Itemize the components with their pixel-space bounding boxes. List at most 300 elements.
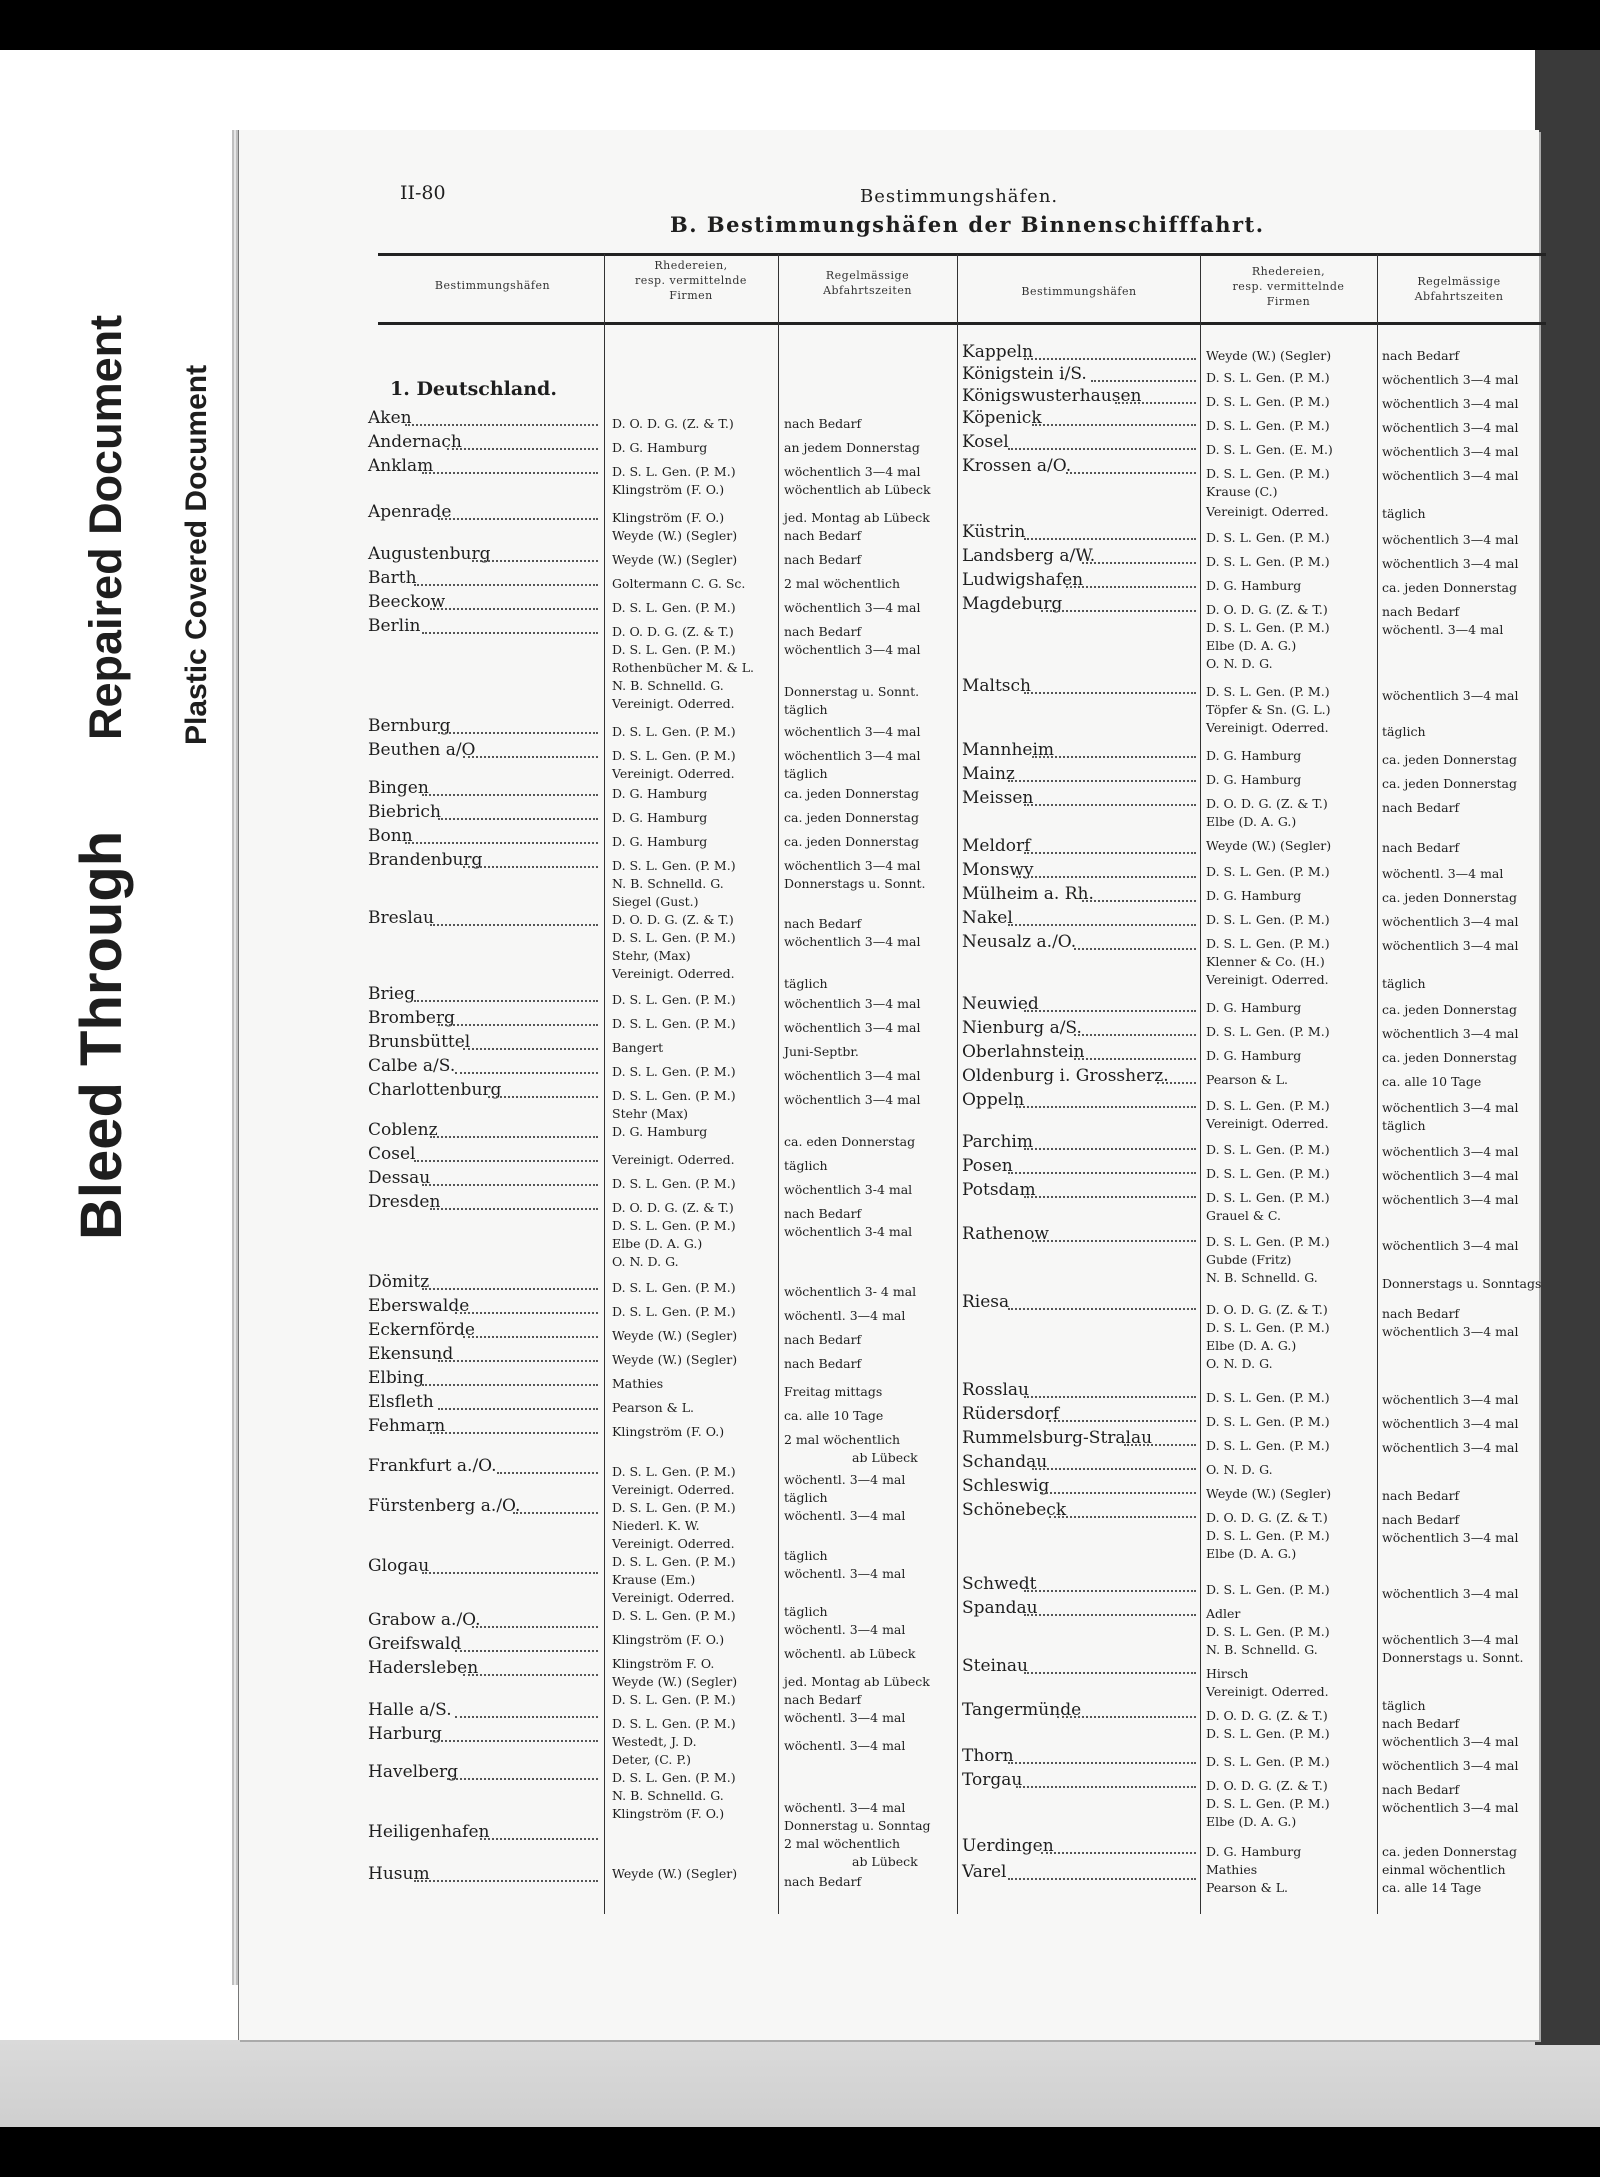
departure-times: nach Bedarf [784,552,862,567]
firm-name: D. S. L. Gen. (P. M.) [1206,1754,1330,1769]
firm-name: Elbe (D. A. G.) [612,1236,703,1251]
place-name: Schönebeck [962,1500,1067,1520]
place-name: Mainz [962,764,1015,784]
departure-times: wöchentl. 3—4 mal [784,1710,906,1725]
firm-name: Weyde (W.) (Segler) [612,552,738,567]
firm-name: Klingström (F. O.) [612,1806,725,1821]
firm-name: N. B. Schnelld. G. [1206,1642,1318,1657]
departure-times: wöchentlich 3—4 mal [1382,1392,1519,1407]
leader-dots [438,808,598,820]
firm-name: D. S. L. Gen. (P. M.) [1206,466,1330,481]
leader-dots [488,1086,598,1098]
departure-times: nach Bedarf [784,1874,862,1889]
leader-dots [438,1350,598,1362]
departure-times: wöchentlich 3—4 mal [784,464,921,479]
leader-dots [1008,1298,1196,1310]
label-bleed-through: Bleed Through [69,830,134,1240]
leader-dots [405,414,598,426]
departure-times: wöchentlich 3—4 mal [1382,1632,1519,1647]
firm-name: Gubde (Fritz) [1206,1252,1292,1267]
firm-name: Elbe (D. A. G.) [1206,638,1297,653]
col-header-text: Bestimmungshäfen [434,279,551,292]
firm-name: D. S. L. Gen. (P. M.) [1206,394,1330,409]
firm-name: N. B. Schnelld. G. [612,876,724,891]
departure-times: wöchentlich 3—4 mal [1382,372,1519,387]
place-name: Kappeln [962,342,1034,362]
col-header-line: Rhedereien, [654,259,728,272]
departure-times: nach Bedarf [784,916,862,931]
firm-name: Weyde (W.) (Segler) [1206,838,1332,853]
departure-times: nach Bedarf [784,1332,862,1347]
departure-times: einmal wöchentlich [1382,1862,1506,1877]
place-name: Posen [962,1156,1013,1176]
leader-dots [1115,392,1196,404]
departure-times: jed. Montag ab Lübeck [784,510,930,525]
departure-times: ca. jeden Donnerstag [1382,580,1518,595]
place-name: Greifswald [368,1634,462,1654]
firm-name: D. S. L. Gen. (P. M.) [612,600,736,615]
leader-dots [1024,528,1196,540]
leader-dots [1082,890,1196,902]
firm-name: D. O. D. G. (Z. & T.) [612,416,734,431]
place-name: Calbe a/S. [368,1056,456,1076]
leader-dots [1016,866,1196,878]
leader-dots [463,1664,598,1676]
leader-dots [455,1640,598,1652]
firm-name: Vereinigt. Oderred. [612,766,735,781]
firm-name: D. S. L. Gen. (P. M.) [1206,418,1330,433]
place-name: Charlottenburg [368,1080,502,1100]
firm-name: N. B. Schnelld. G. [612,1788,724,1803]
label-repaired-document: Repaired Document [80,314,131,740]
place-name: Anklam [368,456,434,476]
firm-name: Stehr, (Max) [612,948,691,963]
departure-times: wöchentl. 3—4 mal [784,1472,906,1487]
departure-times: wöchentl. 3—4 mal [1382,622,1504,637]
col-header-line: Firmen [669,289,713,302]
place-name: Schleswig [962,1476,1050,1496]
departure-times: nach Bedarf [784,1356,862,1371]
leader-dots [430,1422,598,1434]
firm-name: Weyde (W.) (Segler) [612,1352,738,1367]
firm-name: Klingström F. O. [612,1656,715,1671]
departure-times: wöchentlich 3—4 mal [1382,1416,1519,1431]
place-name: Aken [368,408,412,428]
departure-times: nach Bedarf [784,1206,862,1221]
place-name: Königswusterhausen [962,386,1142,406]
place-name: Oberlahnstein [962,1042,1085,1062]
place-name: Meissen [962,788,1034,808]
leader-dots [463,1326,598,1338]
firm-name: Elbe (D. A. G.) [1206,1546,1297,1561]
firm-name: Elbe (D. A. G.) [1206,1814,1297,1829]
departure-times: täglich [784,702,828,717]
departure-times: wöchentlich 3—4 mal [1382,1168,1519,1183]
firm-name: Klingström (F. O.) [612,1424,725,1439]
firm-name: Mathies [612,1376,664,1391]
place-name: Torgau [962,1770,1023,1790]
leader-dots [1032,746,1196,758]
departure-times: wöchentlich 3-4 mal [784,1182,913,1197]
firm-name: Klingström (F. O.) [612,1632,725,1647]
place-name: Elbing [368,1368,424,1388]
departure-times: wöchentlich 3—4 mal [1382,1758,1519,1773]
leader-dots [1032,1458,1196,1470]
leader-dots [447,1768,598,1780]
place-name: Neuwied [962,994,1039,1014]
firm-name: D. G. Hamburg [612,786,708,801]
departure-times: wöchentl. 3—4 mal [784,1566,906,1581]
leader-dots [497,1462,598,1474]
place-name: Dessau [368,1168,431,1188]
firm-name: Weyde (W.) (Segler) [612,1674,738,1689]
departure-times: ab Lübeck [852,1450,918,1465]
firm-name: D. O. D. G. (Z. & T.) [612,912,734,927]
place-name: Schwedt [962,1574,1037,1594]
place-name: Heiligenhafen [368,1822,490,1842]
departure-times: wöchentlich ab Lübeck [784,482,931,497]
place-name: Rosslau [962,1380,1030,1400]
leader-dots [1024,1386,1196,1398]
place-name: Biebrich [368,802,441,822]
departure-times: ca. jeden Donnerstag [784,810,920,825]
leader-dots [463,1038,598,1050]
place-name: Maltsch [962,676,1032,696]
firm-name: Pearson & L. [1206,1880,1289,1895]
place-name: Halle a/S. [368,1700,452,1720]
place-name: Landsberg a/W. [962,546,1096,566]
leader-dots [438,722,598,734]
leader-dots [414,574,598,586]
departure-times: wöchentlich 3—4 mal [784,996,921,1011]
departure-times: wöchentlich 3—4 mal [784,1020,921,1035]
firm-name: D. S. L. Gen. (P. M.) [1206,1098,1330,1113]
place-name: Fürstenberg a./O. [368,1496,521,1516]
firm-name: D. S. L. Gen. (P. M.) [612,1280,736,1295]
departure-times: ca. alle 14 Tage [1382,1880,1482,1895]
departure-times: Freitag mittags [784,1384,883,1399]
departure-times: wöchentlich 3—4 mal [1382,1440,1519,1455]
leader-dots [430,1198,598,1210]
leader-dots [438,1398,598,1410]
leader-dots [463,856,598,868]
place-name: Neusalz a./O. [962,932,1077,952]
place-name: Barth [368,568,417,588]
departure-times: ca. jeden Donnerstag [1382,776,1518,791]
firm-name: Pearson & L. [612,1400,695,1415]
col-header-text: Bestimmungshäfen [1021,285,1137,298]
departure-times: ca. alle 10 Tage [784,1408,884,1423]
leader-dots [1066,576,1196,588]
col-header-places-right [960,284,1198,299]
departure-times: wöchentlich 3—4 mal [784,748,921,763]
leader-dots [430,598,598,610]
place-name: Parchim [962,1132,1033,1152]
firm-name: D. G. Hamburg [1206,888,1302,903]
leader-dots [455,1062,598,1074]
firm-name: D. O. D. G. (Z. & T.) [612,1200,734,1215]
col-header-line: Firmen [1266,295,1311,308]
leader-dots [513,1502,598,1514]
place-name: Steinau [962,1656,1029,1676]
firm-name: D. G. Hamburg [1206,1000,1302,1015]
firm-name: D. G. Hamburg [1206,772,1302,787]
firm-name: Grauel & C. [1206,1208,1282,1223]
firm-name: D. S. L. Gen. (P. M.) [1206,370,1330,385]
firm-name: D. S. L. Gen. (P. M.) [612,1608,736,1623]
place-name: Krossen a/O. [962,456,1072,476]
firm-name: D. S. L. Gen. (P. M.) [612,992,736,1007]
departure-times: 2 mal wöchentlich [784,1836,900,1851]
firm-name: Pearson & L. [1206,1072,1289,1087]
col-header-dates-left [780,268,955,298]
firm-name: Elbe (D. A. G.) [1206,814,1297,829]
firm-name: D. G. Hamburg [1206,1844,1302,1859]
place-name: Nakel [962,908,1013,928]
leader-dots [422,1562,598,1574]
leader-dots [1016,1776,1196,1788]
departure-times: wöchentlich 3—4 mal [1382,1586,1519,1601]
firm-name: Goltermann C. G. Sc. [612,576,746,591]
firm-name: D. S. L. Gen. (P. M.) [612,1176,736,1191]
place-name: Spandau [962,1598,1038,1618]
leader-dots [455,1302,598,1314]
firm-name: D. S. L. Gen. (P. M.) [1206,1320,1330,1335]
firm-name: D. S. L. Gen. (E. M.) [1206,442,1333,457]
place-name: Mannheim [962,740,1055,760]
place-name: Magdeburg [962,594,1063,614]
place-name: Mülheim a. Rh. [962,884,1094,904]
leader-dots [1057,1706,1196,1718]
leader-dots [472,1616,598,1628]
firm-name: D. S. L. Gen. (P. M.) [1206,620,1330,635]
place-name: Monswy [962,860,1034,880]
leader-dots [438,1014,598,1026]
place-name: Husum [368,1864,430,1884]
col-header-line: Regelmässige [1417,275,1501,288]
firm-name: Vereinigt. Oderred. [1206,504,1329,519]
firm-name: D. S. L. Gen. (P. M.) [1206,1528,1330,1543]
departure-times: Donnerstag u. Sonnt. [784,684,920,699]
firm-name: D. S. L. Gen. (P. M.) [1206,530,1330,545]
departure-times: nach Bedarf [1382,1716,1460,1731]
departure-times: wöchentlich 3—4 mal [1382,1144,1519,1159]
departure-times: wöchentlich 3—4 mal [784,600,921,615]
firm-name: D. G. Hamburg [612,810,708,825]
departure-times: wöchentlich 3—4 mal [1382,1800,1519,1815]
firm-name: Klenner & Co. (H.) [1206,954,1325,969]
firm-name: D. S. L. Gen. (P. M.) [1206,1142,1330,1157]
departure-times: nach Bedarf [1382,348,1460,363]
leader-dots [422,1278,598,1290]
departure-times: Donnerstags u. Sonnt. [784,876,926,891]
leader-dots [1024,1604,1196,1616]
firm-name: Rothenbücher M. & L. [612,660,755,675]
firm-name: Vereinigt. Oderred. [1206,1116,1329,1131]
firm-name: Vereinigt. Oderred. [612,1536,735,1551]
firm-name: D. S. L. Gen. (P. M.) [612,1218,736,1233]
leader-dots [1074,1024,1196,1036]
departure-times: ca. alle 10 Tage [1382,1074,1482,1089]
leader-dots [1024,794,1196,806]
place-name: Brunsbüttel [368,1032,471,1052]
departure-times: wöchentl. 3—4 mal [784,1508,906,1523]
leader-dots [1124,1434,1196,1446]
firm-name: D. O. D. G. (Z. & T.) [1206,1302,1328,1317]
firm-name: D. S. L. Gen. (P. M.) [1206,936,1330,951]
departure-times: wöchentlich 3—4 mal [784,724,921,739]
place-name: Thorn [962,1746,1014,1766]
firm-name: D. O. D. G. (Z. & T.) [1206,1708,1328,1723]
firm-name: Deter, (C. P.) [612,1752,692,1767]
departure-times: nach Bedarf [1382,1306,1460,1321]
firm-name: D. S. L. Gen. (P. M.) [612,1500,736,1515]
departure-times: wöchentl. 3—4 mal [784,1308,906,1323]
departure-times: nach Bedarf [1382,1488,1460,1503]
firm-name: O. N. D. G. [1206,1462,1273,1477]
leader-dots [1008,914,1196,926]
leader-dots [1074,938,1196,950]
firm-name: D. S. L. Gen. (P. M.) [612,1716,736,1731]
firm-name: Stehr (Max) [612,1106,689,1121]
firm-name: D. G. Hamburg [612,1124,708,1139]
leader-dots [1008,1162,1196,1174]
firm-name: Weyde (W.) (Segler) [612,1866,738,1881]
firm-name: Weyde (W.) (Segler) [612,1328,738,1343]
firm-name: O. N. D. G. [612,1254,679,1269]
departure-times: ca. jeden Donnerstag [784,786,920,801]
departure-times: wöchentlich 3—4 mal [1382,468,1519,483]
leader-dots [1074,1048,1196,1060]
firm-name: Klingström (F. O.) [612,482,725,497]
col-header-firms-right [1202,264,1375,309]
place-name: Dresden [368,1192,441,1212]
firm-name: Vereinigt. Oderred. [612,696,735,711]
place-name: Andernach [368,432,462,452]
leader-dots [1024,1186,1196,1198]
firm-name: D. S. L. Gen. (P. M.) [612,724,736,739]
place-name: Harburg [368,1724,442,1744]
departure-times: wöchentl. ab Lübeck [784,1646,916,1661]
place-name: Augustenburg [368,544,491,564]
col-header-line: resp. vermittelnde [635,274,747,287]
firm-name: Vereinigt. Oderred. [612,966,735,981]
firm-name: Krause (C.) [1206,484,1278,499]
departure-times: wöchentlich 3—4 mal [1382,688,1519,703]
departure-times: 2 mal wöchentlich [784,576,900,591]
firm-name: Hirsch [1206,1666,1249,1681]
place-name: Cosel [368,1144,416,1164]
departure-times: täglich [784,1490,828,1505]
departure-times: nach Bedarf [784,1692,862,1707]
column-divider [1377,254,1378,1914]
leader-dots [463,746,598,758]
place-name: Brieg [368,984,415,1004]
firm-name: O. N. D. G. [1206,656,1273,671]
firm-name: D. S. L. Gen. (P. M.) [612,1770,736,1785]
departure-times: nach Bedarf [784,624,862,639]
leader-dots [1049,1410,1196,1422]
place-name: Tangermünde [962,1700,1082,1720]
page-subtitle: B. Bestimmungshäfen der Binnenschifffahrt. [670,212,1265,237]
col-header-line: resp. vermittelnde [1232,280,1345,293]
leader-dots [1024,1138,1196,1150]
departure-times: ca. eden Donnerstag [784,1134,916,1149]
place-name: Kosel [962,432,1009,452]
column-divider [1200,254,1201,1914]
section-title: 1. Deutschland. [390,378,557,400]
departure-times: Donnerstags u. Sonntags [1382,1276,1542,1291]
firm-name: Vereinigt. Oderred. [612,1590,735,1605]
leader-dots [1024,682,1196,694]
place-name: Grabow a./O. [368,1610,481,1630]
firm-name: D. S. L. Gen. (P. M.) [612,464,736,479]
firm-name: D. S. L. Gen. (P. M.) [612,1016,736,1031]
departure-times: wöchentlich 3—4 mal [1382,396,1519,411]
place-name: Oppeln [962,1090,1025,1110]
leader-dots [438,508,598,520]
firm-name: Weyde (W.) (Segler) [612,528,738,543]
firm-name: Bangert [612,1040,664,1055]
departure-times: wöchentl. 3—4 mal [784,1800,906,1815]
departure-times: wöchentlich 3—4 mal [1382,1530,1519,1545]
place-name: Potsdam [962,1180,1036,1200]
firm-name: Adler [1206,1606,1241,1621]
firm-name: Niederl. K. W. [612,1518,700,1533]
place-name: Rummelsburg-Stralau [962,1428,1153,1448]
leader-dots [447,438,598,450]
leader-dots [1024,1000,1196,1012]
firm-name: D. S. L. Gen. (P. M.) [612,1064,736,1079]
place-name: Uerdingen [962,1836,1054,1856]
firm-name: D. S. L. Gen. (P. M.) [612,930,736,945]
departure-times: wöchentlich 3—4 mal [1382,1026,1519,1041]
departure-times: wöchentlich 3—4 mal [1382,444,1519,459]
label-plastic-covered: Plastic Covered Document [180,364,213,745]
place-name: Eckernförde [368,1320,475,1340]
departure-times: täglich [1382,724,1426,739]
firm-name: O. N. D. G. [1206,1356,1273,1371]
leader-dots [422,622,598,634]
departure-times: nach Bedarf [1382,604,1460,619]
departure-times: wöchentlich 3—4 mal [784,1092,921,1107]
place-name: Frankfurt a./O. [368,1456,497,1476]
firm-name: Töpfer & Sn. (G. L.) [1206,702,1331,717]
leader-dots [430,1126,598,1138]
departure-times: täglich [1382,1698,1426,1713]
departure-times: Juni-Septbr. [784,1044,859,1059]
departure-times: nach Bedarf [1382,800,1460,815]
firm-name: D. S. L. Gen. (P. M.) [1206,1582,1330,1597]
leader-dots [472,550,598,562]
firm-name: D. S. L. Gen. (P. M.) [1206,1234,1330,1249]
leader-dots [422,1374,598,1386]
departure-times: nach Bedarf [1382,1512,1460,1527]
firm-name: D. O. D. G. (Z. & T.) [1206,602,1328,617]
firm-name: D. S. L. Gen. (P. M.) [1206,1166,1330,1181]
place-name: Bromberg [368,1008,455,1028]
leader-dots [1157,1072,1196,1084]
leader-dots [1008,770,1196,782]
firm-name: D. S. L. Gen. (P. M.) [1206,1190,1330,1205]
departure-times: täglich [784,976,828,991]
firm-name: N. B. Schnelld. G. [612,678,724,693]
leader-dots [1008,1868,1196,1880]
firm-name: Vereinigt. Oderred. [612,1482,735,1497]
place-name: Rathenow [962,1224,1049,1244]
leader-dots [414,1150,598,1162]
place-name: Riesa [962,1292,1010,1312]
